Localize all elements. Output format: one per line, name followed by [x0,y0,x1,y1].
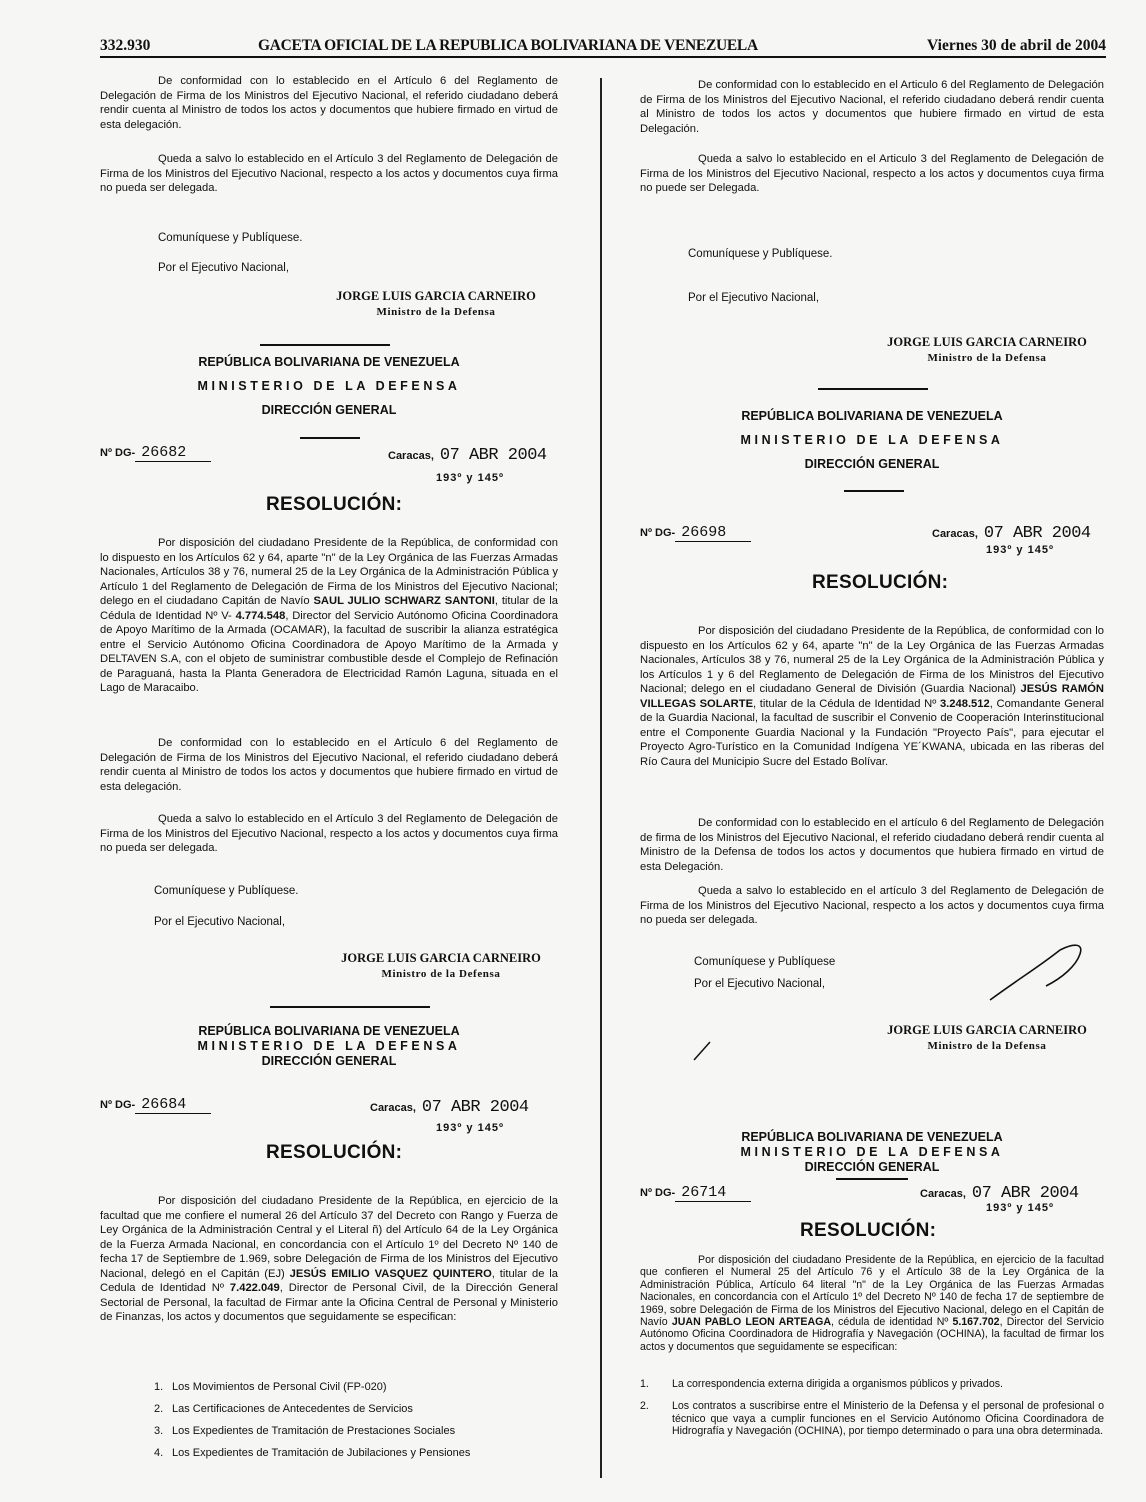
ministerio-heading: MINISTERIO DE LA DEFENSA [740,1145,1004,1159]
separator-line [300,437,360,439]
years-line: 193º y 145º [986,544,1054,556]
body-text: , Director de Personal Civil, de la Dirección General Sectorial de Personal, la facultad de Firmar ante la Oficina Central de Personal y Ministerio de Finanzas, los actos y documentos que seguidamente se especifican: [100,1282,558,1323]
signer-role: Ministro de la Defensa [927,352,1047,364]
institution-heading [640,404,1104,476]
years-line: 193º y 145º [436,472,504,484]
direccion-heading: DIRECCIÓN GENERAL [804,1160,940,1174]
direccion-heading: DIRECCIÓN GENERAL [261,403,397,417]
paragraph: Queda a salvo lo establecido en el Artículo 3 del Reglamento de Delegación de Firma de los Ministros del Ejecutivo Nacional, respecto a los actos y documentos cuya firma no pueda ser delegada. [100,813,558,854]
separator-line [836,1178,908,1180]
body-text: Por disposición del ciudadano Presidente de la República, de conformidad con lo dispuesto en los Artículos 62 y 64, aparte "n" de la Ley Orgánica de las Fuerzas Armadas Nacionales, Artículos 38 y 76, numeral 25 de la Ley Orgánica de la Administración Pública y los Artículos 1 y 6 del Reglamento de Delegación de Firma de los Ministros del Ejecutivo Nacional; delego en el ciudadano General de División (Guardia Nacional) [640,625,1104,695]
dg-number-line [100,1096,211,1114]
body-text: , titular de la Cédula de Identidad Nº [753,697,940,710]
place-date-line [388,446,547,465]
dg-number-line [640,1184,751,1202]
por-el-ejecutivo-text: Por el Ejecutivo Nacional, [694,978,826,990]
date-stamp: 07 ABR 2004 [983,524,1091,543]
item-text: Los contratos a suscribirse entre el Ministerio de la Defensa y el personal de profesional o técnico que vaya a cumplir funciones en el Servicio Autónomo Oficina Coordinadora de Hidrografía y Navegación (OCHINA), por tiempo determinado o para una obra determinada. [672,1400,1104,1438]
dg-number: 26684 [135,1096,211,1114]
body-text: , Comandante General de la Guardia Nacional, la facultad de suscribir el Convenio de Cooperación Interinstitucional entre el Componente Guardia Nacional y la Fundación "Proyecto País", para ejecutar el Proyecto Agro-Turístico en la Comunidad Indígena YE´KWANA, ubicada en las riberas del Río Caura del Municipio Sucre del Estado Bolívar. [640,697,1105,768]
date-stamp: 07 ABR 2004 [971,1184,1079,1203]
issue-date: Viernes 30 de abril de 2004 [927,37,1106,54]
signer-role: Ministro de la Defensa [376,306,496,318]
comuniquese-text: Comuníquese y Publíquese. [154,885,299,897]
paragraph: De conformidad con lo establecido en el Artículo 6 del Reglamento de Delegación de Firma de los Ministros del Ejecutivo Nacional, el referido ciudadano deberá rendir cuenta al Ministro de todos los actos y documentos que hubiere firmado en virtud de esta delegación. [100,75,558,131]
caracas-label: Caracas, [920,1188,966,1200]
direccion-heading: DIRECCIÓN GENERAL [261,1054,397,1068]
body-text: Por disposición del ciudadano Presidente de la República, de conformidad con lo dispuesto en los Artículos 62 y 64, aparte "n" de la Ley Orgánica de las Fuerzas Armadas Nacionales, Artículos 38 y 76, numeral 25 de la Ley Orgánica de la Administración Pública y Artículo 1 del Reglamento de Delegación de Firma de los Ministros del Ejecutivo Nacional; delego en el ciudadano Capitán de Navío [100,537,558,607]
paragraph: Queda a salvo lo establecido en el artículo 3 del Reglamento de Delegación de Firma de los Ministros del Ejecutivo Nacional, respecto a los actos y documentos cuya firma no pueda ser delegada. [640,885,1104,926]
institution-heading [100,1024,558,1069]
item-number: 2. [640,1400,649,1413]
resolution-title: RESOLUCIÓN: [266,1142,403,1163]
dg-number: 26698 [675,524,751,542]
ministerio-heading: MINISTERIO DE LA DEFENSA [197,1039,461,1053]
signer-role: Ministro de la Defensa [381,968,501,980]
years-line: 193º y 145º [986,1202,1054,1214]
signer-name: JORGE LUIS GARCIA CARNEIRO [336,289,536,303]
comuniquese-text: Comuníquese y Publíquese [694,956,836,968]
delegate-id: 7.422.049 [229,1282,280,1294]
ministerio-heading: MINISTERIO DE LA DEFENSA [740,433,1004,447]
list-item [154,1424,554,1438]
item-text: Los Expedientes de Tramitación de Prestaciones Sociales [172,1425,456,1437]
gazette-title: GACETA OFICIAL DE LA REPUBLICA BOLIVARIANA DE VENEZUELA [258,37,758,54]
item-list [154,1380,554,1460]
republica-heading: REPÚBLICA BOLIVARIANA DE VENEZUELA [198,355,460,369]
paragraph: Queda a salvo lo establecido en el Articulo 3 del Reglamento de Delegación de Firma de los Ministros del Ejecutivo Nacional, respecto a los actos y documentos cuya firma no puede ser Delegada. [640,153,1104,194]
item-number: 4. [154,1447,164,1459]
por-el-ejecutivo-text: Por el Ejecutivo Nacional, [688,292,820,304]
caracas-label: Caracas, [932,528,978,540]
signature-block [856,334,1118,366]
republica-heading: REPÚBLICA BOLIVARIANA DE VENEZUELA [198,1024,460,1038]
body-text: , Director del Servicio Autónomo Oficina Coordinadora de Apoyo Marítimo de la Armada (OCAMAR), la facultad de suscribir la alianza estratégica entre el Servicio Autónomo Oficina Coordinadora de Apoyo Marítimo de la Armada y DELTAVEN S.A, con el objeto de suministrar combustible desde el Complejo de Refinación de Paraguaná, hasta la Planta Generadora de Electricidad Ramón Laguna, situada en el Lago de Maracaibo. [100,609,558,694]
item-text: La correspondencia externa dirigida a organismos públicos y privados. [672,1378,1003,1390]
signer-name: JORGE LUIS GARCIA CARNEIRO [887,1023,1087,1037]
delegate-id: 4.774.548 [235,609,286,622]
signature-block [310,288,562,320]
gazette-header [100,36,1106,58]
body-text: , cédula de identidad Nº [831,1316,953,1329]
delegate-name: JESÚS RAMÓN VILLEGAS SOLARTE [640,683,1104,710]
por-el-ejecutivo-text: Por el Ejecutivo Nacional, [158,262,290,274]
paragraph: De conformidad con lo establecido en el Articulo 6 del Reglamento de Delegación de Firma de los Ministros del Ejecutivo Nacional, el referido ciudadano deberá rendir cuenta al Ministro de todos los actos y documentos que hubiere firmado en virtud de esta Delegación. [640,79,1104,135]
signature-scribble [980,938,1090,1008]
place-date-line [932,524,1091,543]
signer-name: JORGE LUIS GARCIA CARNEIRO [341,951,541,965]
date-stamp: 07 ABR 2004 [421,1098,529,1117]
paragraph: De conformidad con lo establecido en el artículo 6 del Reglamento de Delegación de firma de los Ministros del Ejecutivo Nacional, el referido ciudadano deberá rendir cuenta al Ministro de la Defensa de todos los actos y documentos que hubiera firmado en virtud de esta Delegación. [640,817,1104,873]
signer-role: Ministro de la Defensa [927,1040,1047,1052]
item-number: 2. [154,1403,164,1415]
resolution-title: RESOLUCIÓN: [812,572,949,593]
body-text: , titular de la Cedula de Identidad Nº [100,1267,558,1294]
dg-label: Nº DG- [100,1099,136,1111]
dg-number: 26714 [675,1184,751,1202]
resolution-body [640,1254,1104,1353]
item-text: Las Certificaciones de Antecedentes de Servicios [172,1403,413,1415]
separator-line [844,490,904,492]
dg-number-line [640,524,751,542]
dg-label: Nº DG- [100,447,136,459]
place-date-line [370,1098,529,1117]
direccion-heading: DIRECCIÓN GENERAL [804,457,940,471]
signer-name: JORGE LUIS GARCIA CARNEIRO [887,335,1087,349]
place-date-line [920,1184,1079,1203]
republica-heading: REPÚBLICA BOLIVARIANA DE VENEZUELA [741,1130,1003,1144]
caracas-label: Caracas, [370,1102,416,1114]
date-stamp: 07 ABR 2004 [439,446,547,465]
comuniquese-text: Comuníquese y Publíquese. [158,232,303,244]
separator-line [818,388,928,390]
list-item [154,1402,554,1416]
body-text: , titular de la Cédula de Identidad Nº V- [100,595,558,622]
separator-line [270,1006,430,1008]
item-number: 1. [640,1378,649,1390]
dg-label: Nº DG- [640,527,676,539]
delegate-name: JESÚS EMILIO VASQUEZ QUINTERO [289,1267,492,1280]
dg-label: Nº DG- [640,1187,676,1199]
list-item [154,1446,554,1460]
signature-block [856,1022,1118,1054]
years-line: 193º y 145º [436,1122,504,1134]
institution-heading [640,1130,1104,1175]
resolution-title: RESOLUCIÓN: [266,494,403,515]
paragraph: Queda a salvo lo establecido en el Artículo 3 del Reglamento de Delegación de Firma de los Ministros del Ejecutivo Nacional, respecto a los actos y documentos cuya firma no pueda ser delegada. [100,153,558,194]
list-item [640,1378,1104,1390]
separator-line [260,344,390,346]
item-text: Los Movimientos de Personal Civil (FP-020) [172,1381,387,1393]
por-el-ejecutivo-text: Por el Ejecutivo Nacional, [154,916,286,928]
body-text: Por disposición del ciudadano Presidente de la República, en ejercicio de la facultad que confieren el Numeral 25 del Artículo 76 y el Artículo 38 de la Ley Orgánica de la Administración Pública, Artículo 64 literal "n" de la Ley Orgánica de las Fuerzas Armadas Nacionales, en concordancia con el Artículo 1º del Decreto Nº 140 de fecha 17 de septiembre de 1969, sobre Delegación de Firma de los Ministros del Ejecutivo Nacional, delego en el Capitán de Navío [640,1254,1104,1329]
republica-heading: REPÚBLICA BOLIVARIANA DE VENEZUELA [741,409,1003,423]
caracas-label: Caracas, [388,450,434,462]
resolution-body [100,536,558,696]
dg-number-line [100,444,211,462]
body-text: Por disposición del ciudadano Presidente de la República, en ejercicio de la facultad que me confiere el numeral 26 del Artículo 37 del Decreto con Rango y Fuerza de Ley Orgánica de la Administración Central y el Literal ñ) del Artículo 64 de la Ley Orgánica de la Fuerza Armada Nacional, en concordancia con el Artículo 1º del Decreto Nº 140 de fecha 17 de Septiembre de 1.969, sobre Delegación de Firma de los Ministros del Ejecutivo Nacional, delegó en el Capitán (EJ) [100,1195,558,1280]
list-item [640,1400,1104,1437]
institution-heading [100,350,558,422]
paragraph: De conformidad con lo establecido en el Artículo 6 del Reglamento de Delegación de Firma de los Ministros del Ejecutivo Nacional, el referido ciudadano deberá rendir cuenta al Ministro de todos los actos y documentos que hubiere firmado en virtud de esta delegación. [100,737,558,793]
handwritten-mark [690,1038,720,1064]
column-divider [600,78,602,1478]
resolution-body [100,1194,558,1325]
delegate-id: 5.167.702 [952,1316,1000,1329]
resolution-title: RESOLUCIÓN: [800,1220,937,1241]
comuniquese-text: Comuníquese y Publíquese. [688,248,833,260]
delegate-name: JUAN PABLO LEON ARTEAGA [671,1316,831,1329]
item-number: 3. [154,1425,164,1437]
body-text: , Director del Servicio Autónomo Oficina Coordinadora de Hidrografía y Navegación (OCHINA), la facultad de firmar los actos y documentos que seguidamente se especifican: [640,1316,1104,1353]
page-number: 332.930 [100,37,151,54]
delegate-name: SAUL JULIO SCHWARZ SANTONI [313,595,495,607]
ministerio-heading: MINISTERIO DE LA DEFENSA [197,379,461,393]
resolution-body [640,624,1104,769]
dg-number: 26682 [135,444,211,462]
list-item [154,1380,554,1394]
delegate-id: 3.248.512 [939,697,990,710]
signature-block [310,950,572,982]
item-text: Los Expedientes de Tramitación de Jubilaciones y Pensiones [172,1447,471,1459]
item-list [640,1378,1104,1438]
item-number: 1. [154,1381,164,1393]
